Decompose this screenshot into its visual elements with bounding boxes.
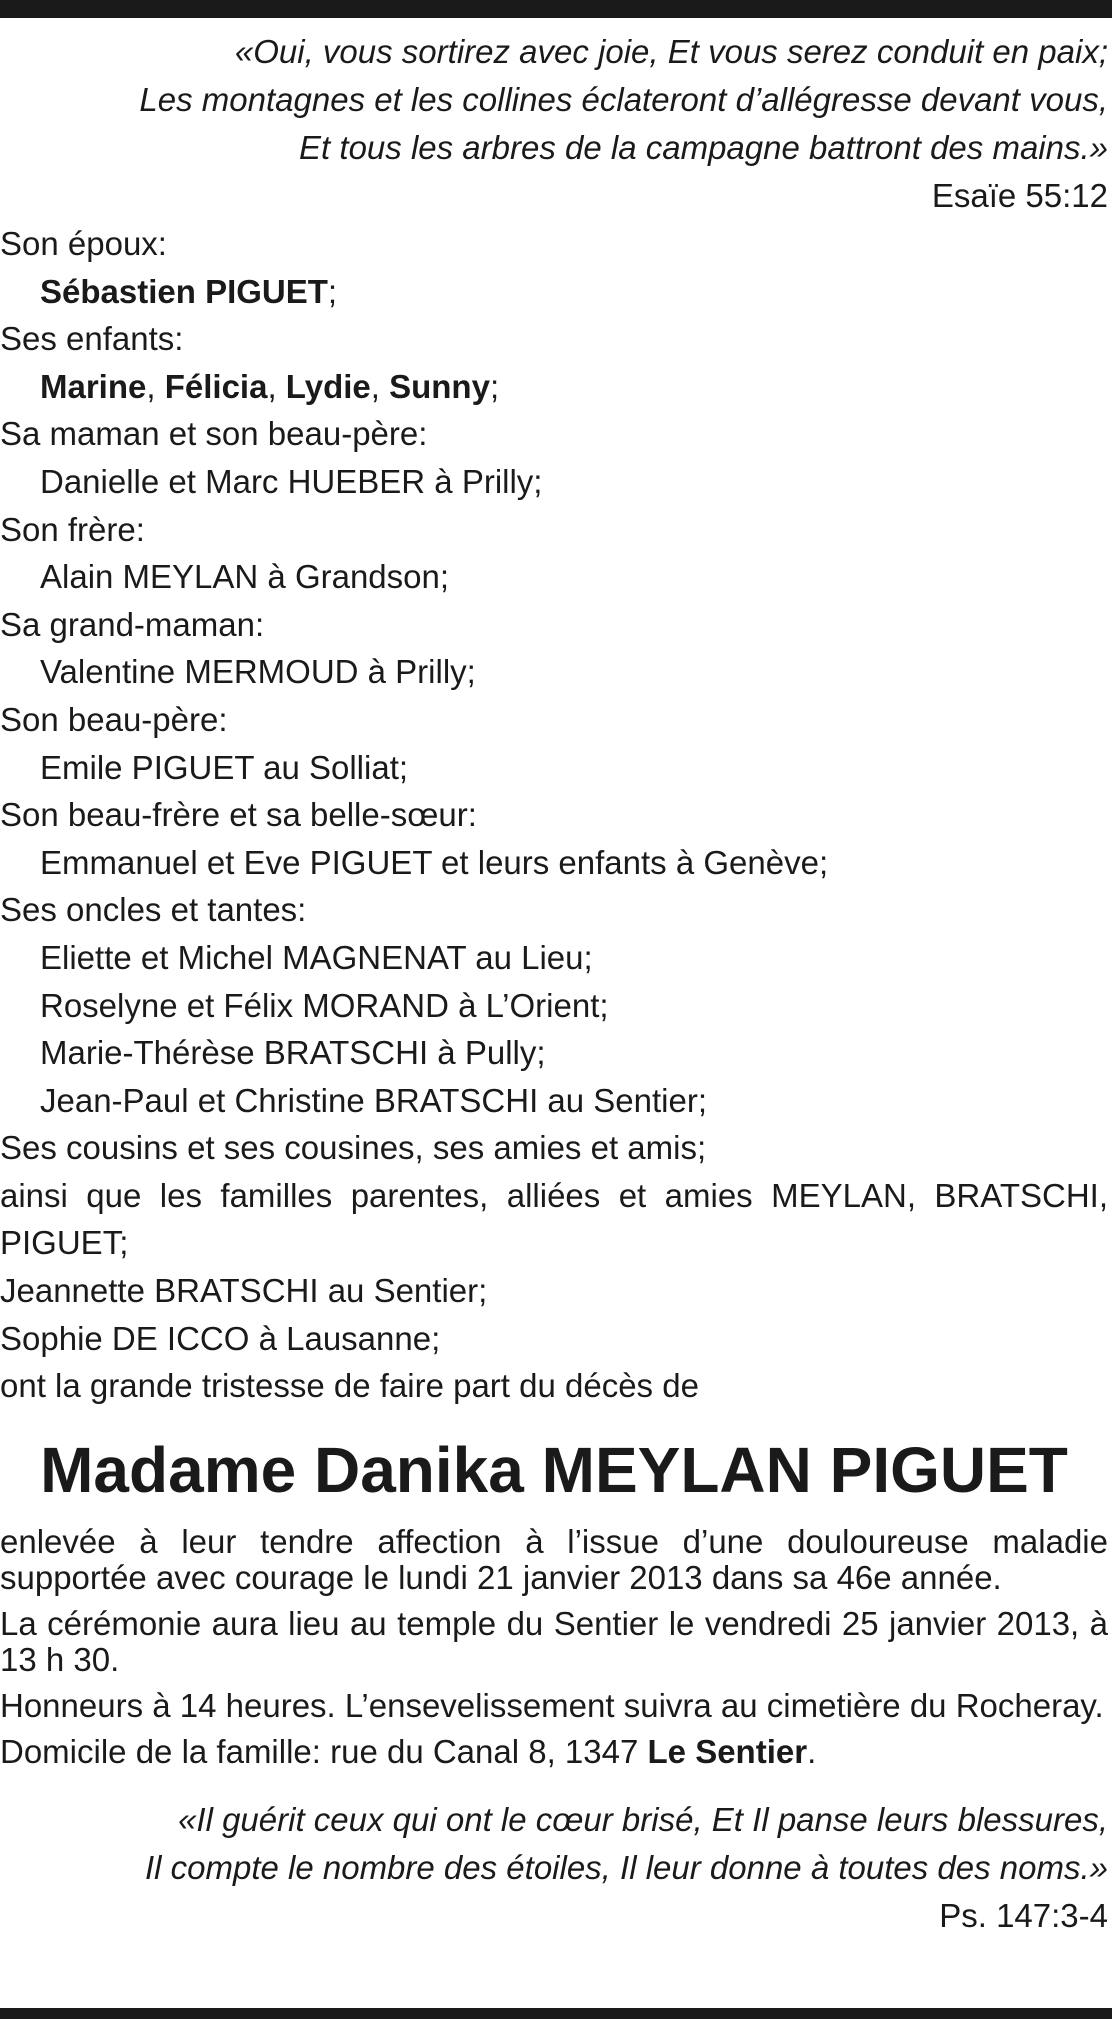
domicile-suffix: .: [807, 1732, 817, 1770]
familles-entry: ainsi que les familles parentes, alliées et amies MEYLAN, BRATSCHI, PIGUET;: [0, 1176, 1108, 1262]
opening-quote-line: Et tous les arbres de la campagne battront des mains.»: [299, 129, 1108, 166]
details: [0, 1524, 1108, 1770]
closing-quote: [0, 1796, 1108, 1940]
oncle-entry: Marie-Thérèse BRATSCHI à Pully;: [40, 1034, 546, 1072]
grandmaman-label: Sa grand-maman:: [0, 605, 265, 643]
domicile-place: Le Sentier: [647, 1732, 808, 1770]
bottom-rule: [0, 2008, 1112, 2019]
cousins-entry: Ses cousins et ses cousines, ses amies et amis;: [0, 1129, 707, 1167]
epoux-name: Sébastien PIGUET: [40, 272, 328, 310]
oncle-entry: Roselyne et Félix MORAND à L’Orient;: [40, 986, 609, 1024]
closing-quote-line: «Il guérit ceux qui ont le cœur brisé, Et Il panse leurs blessures,: [178, 1800, 1108, 1838]
beaufrere-entry: Emmanuel et Eve PIGUET et leurs enfants à Genève;: [40, 843, 829, 881]
deceased-name: Madame Danika MEYLAN PIGUET: [40, 1433, 1068, 1506]
top-rule: [0, 0, 1112, 18]
opening-quote-line: Les montagnes et les collines éclateront d’allégresse devant vous,: [139, 81, 1108, 118]
domicile-paragraph: [0, 1734, 1108, 1770]
frere-label: Son frère:: [0, 510, 145, 548]
child-name: Marine: [40, 367, 147, 405]
oncle-entry: Jean-Paul et Christine BRATSCHI au Sentier;: [40, 1081, 708, 1119]
epoux-label: Son époux:: [0, 225, 167, 262]
maman-entry: Danielle et Marc HUEBER à Prilly;: [40, 462, 543, 500]
enfants-label: Ses enfants:: [0, 320, 184, 358]
enlevee-paragraph: enlevée à leur tendre affection à l’issue d’une douloureuse maladie supportée avec courage le lundi 21 janvier 2013 dans sa 46e année.: [0, 1522, 1108, 1596]
honneurs-paragraph: Honneurs à 14 heures. L’ensevelissement suivra au cimetière du Rocheray.: [0, 1686, 1104, 1724]
enfants-entry: Marine, Félicia, Lydie, Sunny;: [40, 367, 500, 405]
opening-quote-line: «Oui, vous sortirez avec joie, Et vous serez conduit en paix;: [234, 33, 1108, 70]
grandmaman-entry: Valentine MERMOUD à Prilly;: [40, 653, 476, 691]
sophie-entry: Sophie DE ICCO à Lausanne;: [0, 1319, 441, 1357]
faire-part-line: ont la grande tristesse de faire part du décès de: [0, 1367, 699, 1405]
beaufrere-label: Son beau-frère et sa belle-sœur:: [0, 796, 477, 834]
child-name: Sunny: [389, 367, 490, 405]
closing-quote-line: Il compte le nombre des étoiles, Il leur donne à toutes des noms.»: [144, 1848, 1108, 1886]
ceremonie-paragraph: La cérémonie aura lieu au temple du Sentier le vendredi 25 janvier 2013, à 13 h 30.: [0, 1604, 1108, 1678]
oncles-label: Ses oncles et tantes:: [0, 891, 307, 929]
opening-quote: [0, 28, 1108, 220]
obituary-notice: [0, 28, 1108, 1940]
frere-entry: Alain MEYLAN à Grandson;: [40, 558, 450, 596]
maman-label: Sa maman et son beau-père:: [0, 415, 428, 453]
closing-quote-reference: Ps. 147:3-4: [939, 1896, 1108, 1934]
child-name: Félicia: [164, 367, 268, 405]
family-list: [0, 220, 1108, 1410]
child-name: Lydie: [285, 367, 371, 405]
oncle-entry: Eliette et Michel MAGNENAT au Lieu;: [40, 938, 593, 976]
epoux-entry: Sébastien PIGUET;: [40, 272, 338, 310]
jeannette-entry: Jeannette BRATSCHI au Sentier;: [0, 1272, 488, 1310]
beaupere-label: Son beau-père:: [0, 700, 228, 738]
domicile-prefix: Domicile de la famille: rue du Canal 8, 1347: [0, 1732, 639, 1770]
beaupere-entry: Emile PIGUET au Solliat;: [40, 748, 409, 786]
opening-quote-reference: Esaïe 55:12: [931, 177, 1108, 214]
